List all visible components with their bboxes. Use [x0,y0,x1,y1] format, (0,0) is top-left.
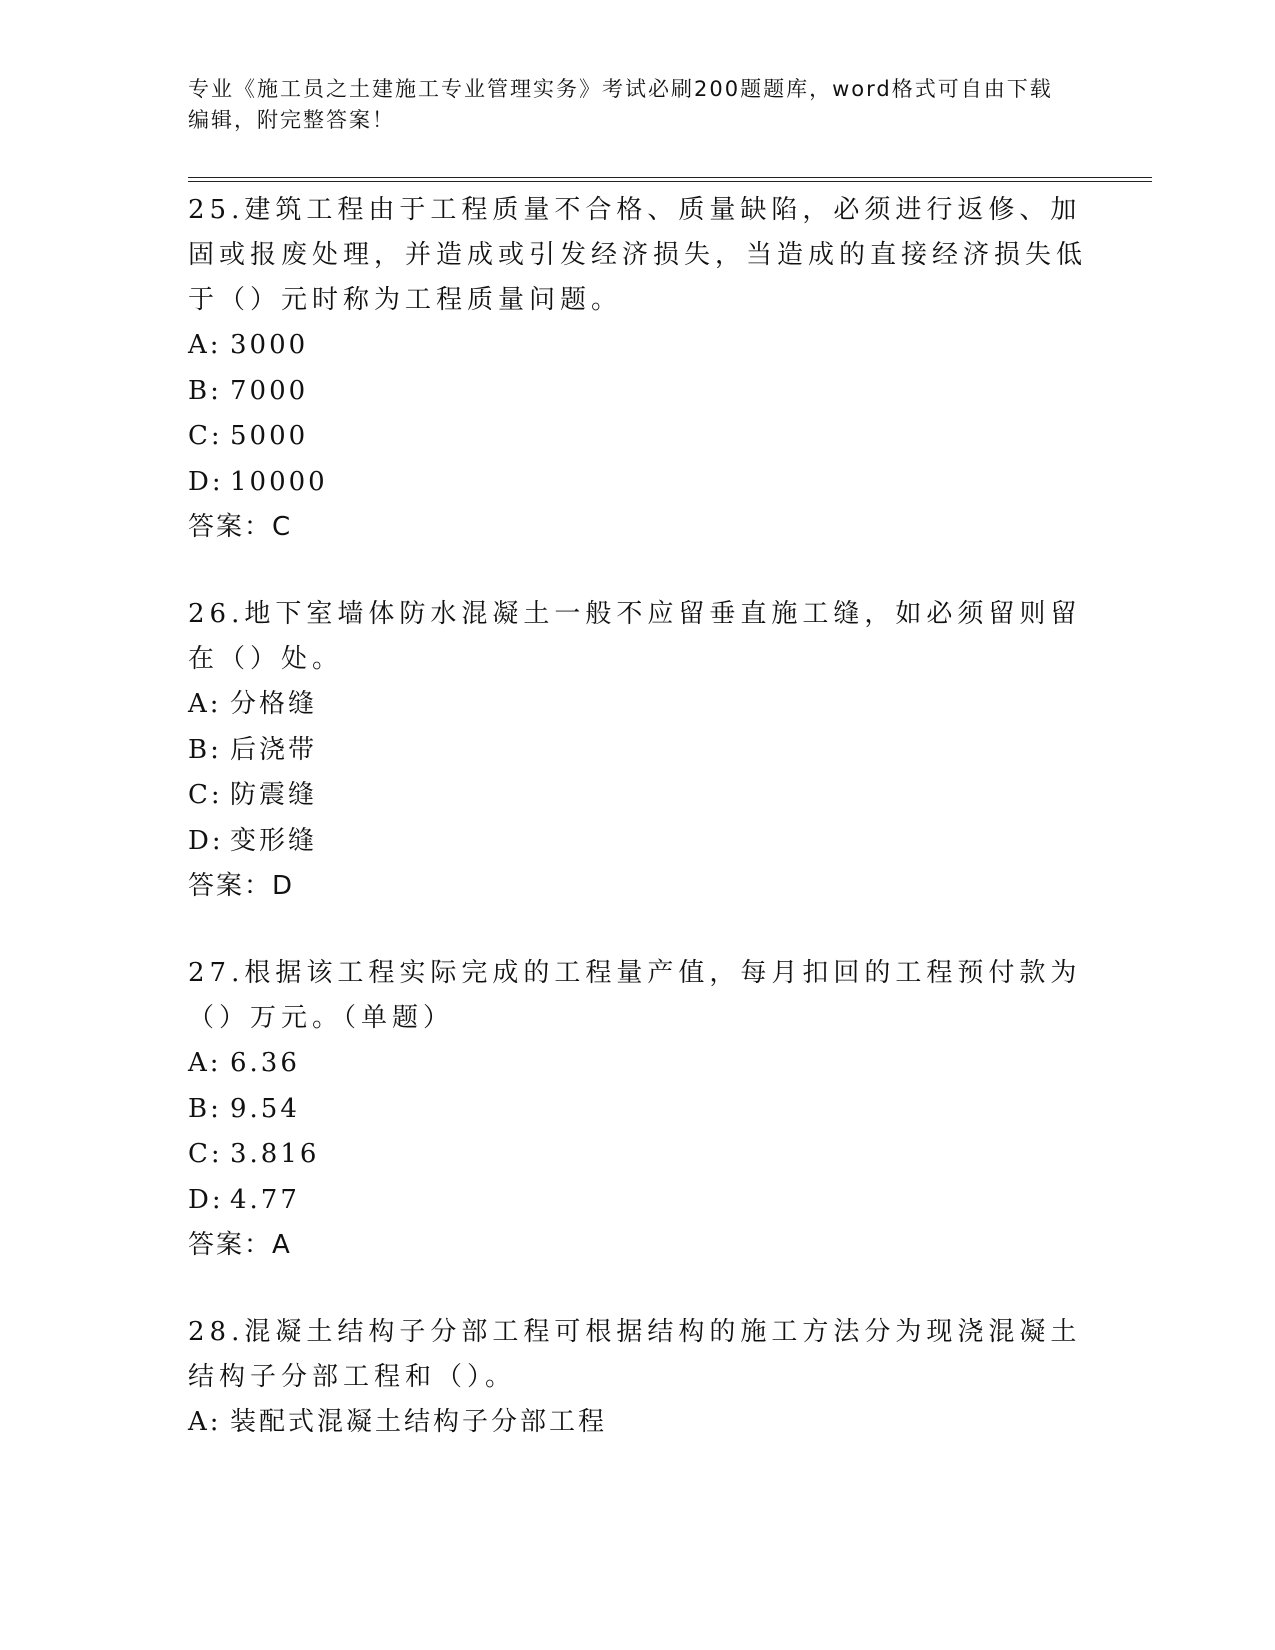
option-text: 10000 [230,466,328,497]
option-text: 变形缝 [230,825,318,856]
option-a [188,1041,1088,1087]
question-26 [188,592,1088,909]
question-stem: 26.地下室墙体防水混凝土一般不应留垂直施工缝，如必须留则留在（）处。 [188,599,1082,674]
option-d [188,819,1088,865]
option-c [188,773,1088,819]
option-letter: B: [188,734,222,765]
header-divider [188,177,1152,182]
option-letter: C: [188,1139,223,1169]
option-c [188,1132,1088,1178]
option-a [188,323,1088,369]
option-a [188,682,1088,728]
option-d [188,460,1088,506]
option-c [188,414,1088,460]
option-text: 7000 [230,375,309,406]
option-letter: A: [188,689,222,719]
option-text: 4.77 [230,1184,300,1215]
option-letter: B: [188,1093,222,1124]
option-letter: D: [188,825,224,856]
option-letter: C: [188,421,223,451]
option-text: 装配式混凝土结构子分部工程 [230,1407,608,1437]
question-stem: 28.混凝土结构子分部工程可根据结构的施工方法分为现浇混凝土结构子分部工程和（）。 [188,1317,1082,1392]
question-27 [188,951,1088,1268]
option-text: 防震缝 [230,780,318,810]
question-list [188,188,1088,1446]
option-letter: A: [188,1407,222,1437]
option-b [188,1087,1088,1133]
question-stem: 25.建筑工程由于工程质量不合格、质量缺陷，必须进行返修、加固或报废处理，并造成或引发经济损失，当造成的直接经济损失低于（）元时称为工程质量问题。 [188,195,1088,315]
answer-line: 答案：D [188,871,295,901]
option-text: 3000 [230,330,309,360]
document-header: 专业《施工员之土建施工专业管理实务》考试必刷200题题库，word格式可自由下载编辑，附完整答案！ [188,77,1053,132]
answer-line: 答案：C [188,512,293,542]
question-stem: 27.根据该工程实际完成的工程量产值，每月扣回的工程预付款为（）万元。（单题） [188,958,1082,1033]
option-b [188,728,1088,774]
option-text: 9.54 [230,1093,300,1124]
option-text: 后浇带 [230,734,318,765]
option-letter: A: [188,1048,222,1078]
option-d [188,1178,1088,1224]
option-text: 3.816 [230,1139,320,1169]
question-28 [188,1310,1088,1446]
option-letter: D: [188,466,224,497]
answer-line: 答案：A [188,1230,292,1260]
question-25 [188,188,1088,550]
option-a [188,1400,1088,1446]
option-letter: D: [188,1184,224,1215]
option-letter: C: [188,780,223,810]
option-letter: A: [188,330,222,360]
option-text: 5000 [230,421,309,451]
option-text: 6.36 [230,1048,300,1078]
option-text: 分格缝 [230,689,318,719]
option-letter: B: [188,375,222,406]
option-b [188,369,1088,415]
